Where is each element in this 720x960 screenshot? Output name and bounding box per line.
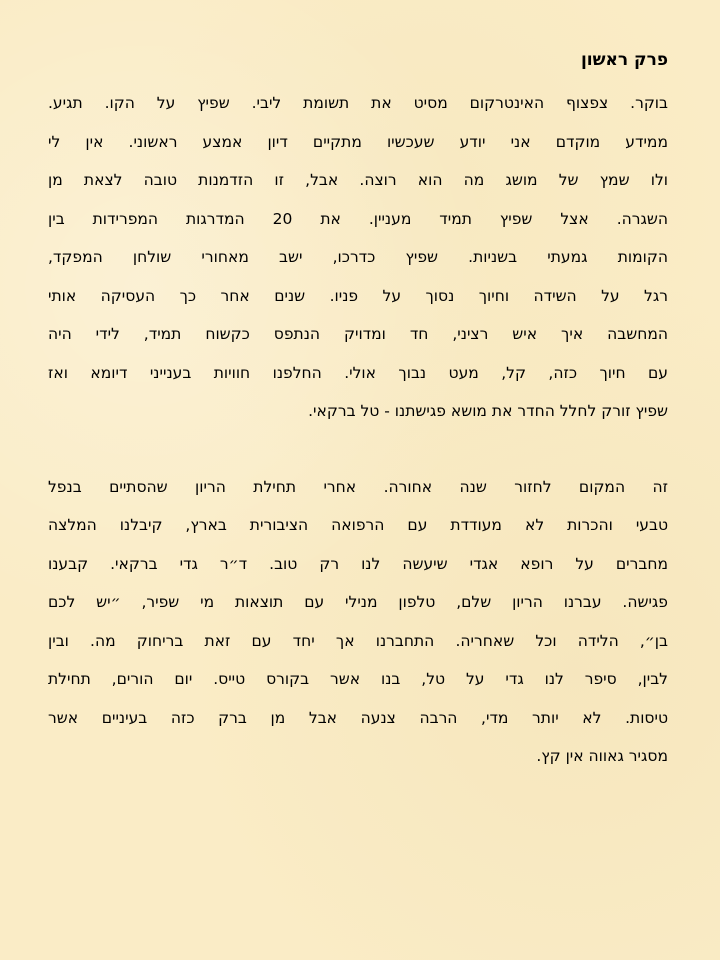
- text-line: זה המקום לחזור שנה אחורה. אחרי תחילת הריון שהסתיים בנפל: [48, 477, 668, 496]
- text-line: הקומות גמעתי בשניות. שפיץ כדרכו, ישב מאחורי שולחן המפקד,: [48, 248, 668, 266]
- paragraph-spacer: [48, 431, 668, 468]
- text-line: בן״, הלידה וכל שאחריה. התחברנו אך יחד עם זאת בריחוק מה. ובין: [48, 631, 668, 650]
- text-line: לבין, סיפר לנו גדי על טל, בנו אשר בקורס טייס. יום הורים, תחילת: [48, 670, 668, 688]
- text-line: מחברים על רופא אגדי שיעשה לנו רק טוב. ד״ר גדי ברקאי. קבענו: [48, 554, 668, 573]
- text-line: ממידע מוקדם אני יודע שעכשיו מתקיים דיון אמצע ראשוני. אין לי: [48, 132, 668, 151]
- text-line: טבעי והכרות לא מעודדת עם הרפואה הציבורית בארץ, קיבלנו המלצה: [48, 516, 668, 534]
- text-line: פגישה. עברנו הריון שלם, טלפון מנילי עם תוצאות מי שפיר, ״יש לכם: [48, 593, 668, 611]
- chapter-title: פרק ראשון: [580, 50, 668, 70]
- text-line: עם חיוך כזה, קל, מעט נבוך אולי. החלפנו חוויות בענייני דיומא ואז: [48, 363, 668, 382]
- text-line: בוקר. צפצוף האינטרקום מסיט את תשומת ליבי. שפיץ על הקו. תגיע.: [48, 94, 668, 112]
- text-line: רגל על השידה וחיוך נסוך על פניו. שנים אחר כך העסיקה אותי: [48, 286, 668, 305]
- text-line: ולו שמץ של מושג מה הוא רוצה. אבל, זו הזדמנות טובה לצאת מן: [48, 171, 668, 189]
- text-line: שפיץ זורק לחלל החדר את מושא פגישתנו - טל ברקאי.: [308, 402, 668, 420]
- text-line: טיסות. לא יותר מדי, הרבה צנעה אבל מן ברק כזה בעיניים אשר: [48, 708, 668, 727]
- text-line: השגרה. אצל שפיץ תמיד מעניין. את 20 המדרגות המפרידות בין: [48, 209, 668, 228]
- paragraph-2: [48, 468, 668, 776]
- paragraph-1: [48, 84, 668, 431]
- text-line: מסגיר גאווה אין קץ.: [536, 747, 668, 765]
- text-line: המחשבה איך איש רציני, חד ומדויק הנתפס כקשוח תמיד, לידי היה: [48, 325, 668, 343]
